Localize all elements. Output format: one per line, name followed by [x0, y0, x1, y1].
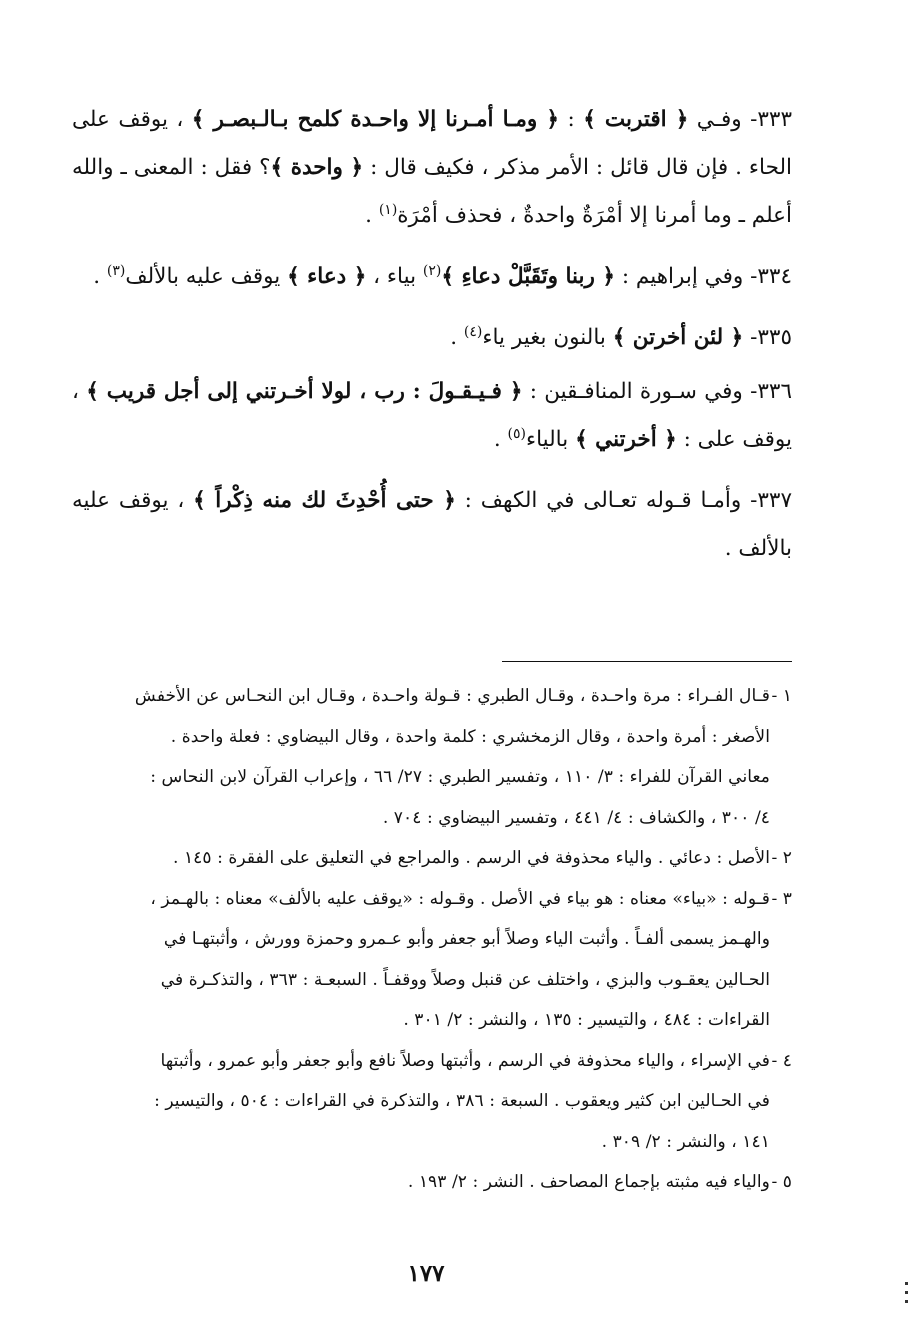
paragraph-text: . [365, 203, 379, 228]
paragraph-text: ، يوقف على : [72, 379, 792, 452]
paragraph-333 [72, 96, 792, 240]
paragraph-text: بالياء [525, 427, 576, 452]
footnote-ref: (٢) [422, 262, 442, 279]
footnote-5 [70, 1162, 792, 1203]
paragraph-text: بياء ، [366, 264, 423, 289]
footnote-text: قـوله : «بياء» معناه : هو بياء في الأصل . وقـوله : «يوقف عليه بالألف» معناه : بالهـمز ، [150, 888, 770, 909]
paragraph-text: ٣٣٤- وفي إبراهيم : [614, 264, 792, 289]
footnote-line [70, 717, 792, 758]
footnote-text: والياء فيه مثبته بإجماع المصاحف . النشر : ٢/ ١٩٣ . [407, 1172, 770, 1192]
footnote-1 [70, 676, 792, 838]
footnote-3 [70, 879, 792, 1041]
footnote-ref: (١) [378, 201, 398, 218]
footnotes [70, 676, 792, 1203]
paragraph-text: ٣٣٦- وفي سـورة المنافـقين : [522, 379, 792, 404]
paragraph-336 [72, 368, 792, 464]
scan-edge-marks [902, 1276, 910, 1328]
footnote-text: قـال الفـراء : مرة واحـدة ، وقـال الطبري : قـولة واحـدة ، وقـال ابن النحـاس عن الأخفش [134, 686, 770, 706]
footnote-text: الحـالين يعقـوب والبزي ، واختلف عن قنبل وصلاً ووقفـاً . السبعـة : ٣٦٣ ، والتذكـرة في [160, 969, 770, 990]
paragraph-text: ٣٣٥- [743, 325, 792, 350]
paragraph-text: ٣٣٣- وفـي [688, 107, 793, 132]
quran-quote: ﴿ أخرتني ﴾ [575, 427, 677, 452]
paragraph-text: . [493, 427, 508, 452]
footnote-2 [70, 838, 792, 879]
page-number: ١٧٧ [407, 1260, 445, 1287]
footnote-text: في الإسراء ، والياء محذوفة في الرسم ، وأثبتها وصلاً نافع وأبو جعفر وأبو عمرو ، وأثبتها [160, 1050, 770, 1071]
paragraph-text: ٣٣٧- وأمـا قـوله تعـالى في الكهف : [455, 488, 792, 513]
paragraph-text: ، يوقف على الحاء . فإن قال قائل : الأمر مذكر ، فكيف قال : [72, 107, 792, 180]
quran-quote: ﴿ دعاء ﴾ [287, 264, 367, 289]
footnote-line [70, 919, 792, 960]
footnote-number: ٤ - [771, 1050, 792, 1071]
footnote-line [70, 960, 792, 1001]
main-text [72, 96, 792, 586]
paragraph-text: ، يوقف عليه بالألف . [72, 488, 792, 561]
paragraph-text: . [450, 325, 464, 350]
footnote-text: القراءات : ٤٨٤ ، والتيسير : ١٣٥ ، والنشر : ٢/ ٣٠١ . [403, 1010, 770, 1030]
paragraph-335 [72, 314, 792, 362]
footnote-line [70, 757, 792, 798]
paragraph-337 [72, 477, 792, 573]
footnote-line [70, 1000, 792, 1041]
footnote-text: معاني القرآن للفراء : ٣/ ١١٠ ، وتفسير الطبري : ٢٧/ ٦٦ ، وإعراب القرآن لابن النحاس : [150, 767, 770, 787]
footnote-text: ١٤١ ، والنشر : ٢/ ٣٠٩ . [601, 1131, 770, 1152]
paragraph-text: ؟ فقل : المعنى ـ والله أعلم ـ وما أمرنا إلا أمْرَةٌ واحدةٌ ، فحذف أمْرَة [72, 155, 792, 228]
quran-quote: ﴿ حتى أُحْدِثَ لك منه ذِكْراً ﴾ [193, 488, 456, 513]
footnote-divider [502, 661, 792, 662]
footnote-line [70, 1162, 792, 1203]
paragraph-text: يوقف عليه بالألف [125, 264, 288, 289]
paragraph-text: . [93, 264, 107, 289]
footnote-text: والهـمز يسمى ألفـاً . وأثبت الياء وصلاً أبو جعفر وأبو عـمرو وحمزة وورش ، وأثبتهـا في [163, 929, 770, 949]
paragraph-text: بالنون بغير ياء [482, 325, 613, 350]
footnote-text: الأصغر : أمرة واحدة ، وقال الزمخشري : كلمة واحدة ، وقال البيضاوي : فعلة واحدة . [170, 726, 770, 747]
footnote-line [70, 1122, 792, 1163]
footnote-number: ١ - [771, 686, 792, 706]
footnote-ref: (٤) [463, 323, 483, 340]
footnote-line [70, 676, 792, 717]
paragraph-text: : [559, 107, 584, 132]
footnote-text: في الحـالين ابن كثير ويعقوب . السبعة : ٣٨٦ ، والتذكرة في القراءات : ٥٠٤ ، والتيسير : [154, 1091, 770, 1111]
quran-quote: ﴿ ومـا أمـرنا إلا واحـدة كلمح بـالـبصـر ﴾ [191, 107, 560, 132]
footnote-4 [70, 1041, 792, 1163]
footnote-line [70, 1081, 792, 1122]
footnote-ref: (٣) [106, 262, 126, 279]
footnote-number: ٥ - [771, 1172, 792, 1192]
footnote-line [70, 798, 792, 839]
quran-quote: ﴿ فـيـقـولَ : رب ، لولا أخـرتني إلى أجل قريب ﴾ [86, 379, 523, 404]
quran-quote: ﴿ اقتربت ﴾ [583, 107, 689, 132]
footnote-number: ٣ - [771, 888, 792, 909]
footnote-line [70, 1041, 792, 1082]
paragraph-334 [72, 253, 792, 301]
quran-quote: ﴿ واحدة ﴾ [270, 155, 364, 180]
footnote-line [70, 879, 792, 920]
footnote-text: ٤/ ٣٠٠ ، والكشاف : ٤/ ٤٤١ ، وتفسير البيضاوي : ٧٠٤ . [382, 807, 770, 828]
footnote-line [70, 838, 792, 879]
footnote-number: ٢ - [771, 848, 792, 868]
footnote-text: الأصل : دعائي . والياء محذوفة في الرسم . والمراجع في التعليق على الفقرة : ١٤٥ . [173, 848, 770, 868]
quran-quote: ﴿ لئن أخرتن ﴾ [612, 325, 744, 350]
quran-quote: ﴿ ربنا وتَقَبَّلْ دعاءِ ﴾ [441, 264, 615, 289]
footnote-ref: (٥) [507, 425, 526, 442]
